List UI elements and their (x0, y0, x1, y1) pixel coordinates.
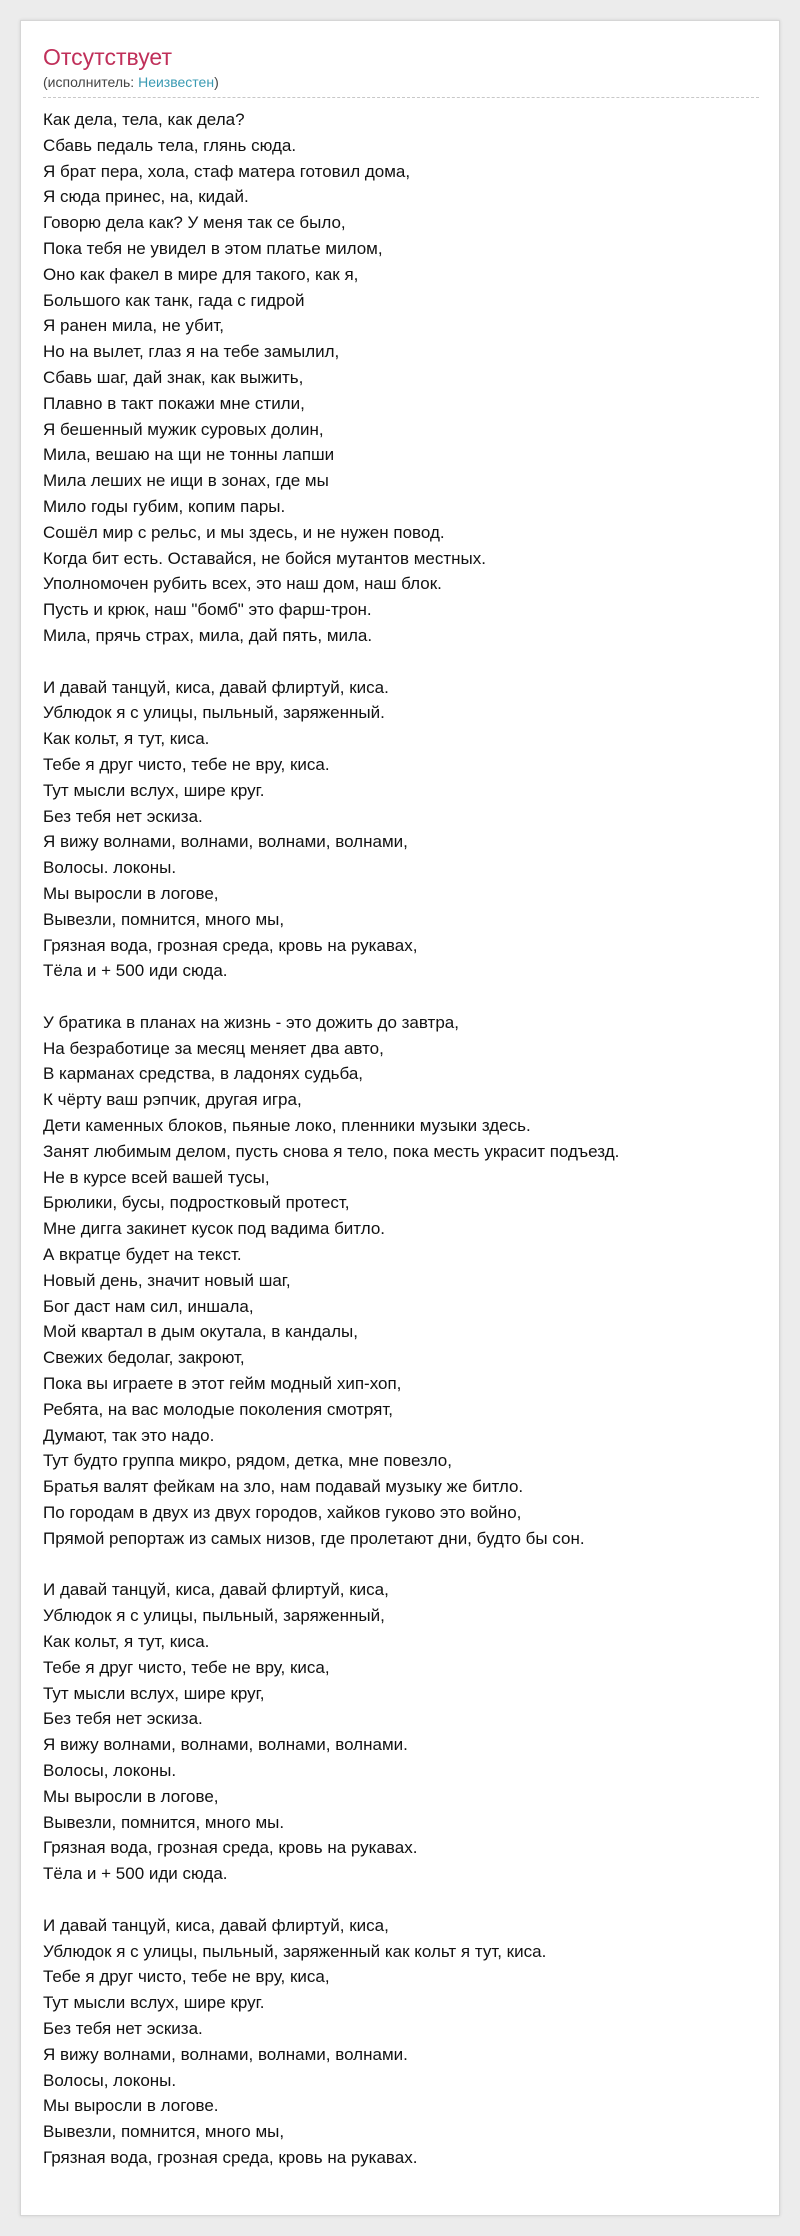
lyrics-stanza (43, 107, 763, 649)
lyrics-line: Свежих бедолаг, закроют, (43, 1348, 245, 1368)
lyrics-line: Мила, вешаю на щи не тонны лапши (43, 445, 335, 465)
lyrics-line: Тут мысли вслух, шире круг. (43, 780, 265, 800)
lyrics-line: По городам в двух из двух городов, хайков гуково это войно, (43, 1503, 522, 1523)
lyrics-line: У братика в планах на жизнь - это дожить до завтра, (43, 1012, 459, 1032)
lyrics-line: Сошёл мир с рельс, и мы здесь, и не нужен повод. (43, 522, 445, 542)
lyrics-line: Я вижу волнами, волнами, волнами, волнами, (43, 832, 408, 852)
lyrics-line: Тут будто группа микро, рядом, детка, мне повезло, (43, 1451, 452, 1471)
lyrics-line: Грязная вода, грозная среда, кровь на рукавах. (43, 1838, 418, 1858)
lyrics-line: Ублюдок я с улицы, пыльный, заряженный. (43, 703, 385, 723)
lyrics-line: Тёла и + 500 иди сюда. (43, 961, 228, 981)
lyrics-line: Тут мысли вслух, шире круг. (43, 1993, 265, 2013)
lyrics-line: Мы выросли в логове, (43, 1786, 219, 1806)
lyrics-line: Ублюдок я с улицы, пыльный, заряженный, (43, 1606, 385, 1626)
lyrics-line: Уполномочен рубить всех, это наш дом, наш блок. (43, 574, 442, 594)
lyrics-line: Как кольт, я тут, киса. (43, 729, 210, 749)
lyrics-line: Но на вылет, глаз я на тебе замылил, (43, 342, 340, 362)
lyrics-line: Пока вы играете в этот гейм модный хип-хоп, (43, 1374, 402, 1394)
lyrics-line: Не в курсе всей вашей тусы, (43, 1167, 270, 1187)
lyrics-line: Вывезли, помнится, много мы. (43, 1812, 285, 1832)
lyrics-card (20, 20, 780, 2216)
lyrics-line: Оно как факел в мире для такого, как я, (43, 264, 359, 284)
lyrics-line: Грязная вода, грозная среда, кровь на рукавах, (43, 935, 418, 955)
lyrics-line: Мы выросли в логове, (43, 883, 219, 903)
lyrics-line: Как дела, тела, как дела? (43, 110, 245, 129)
lyrics-stanza (43, 1577, 763, 1887)
lyrics-line: Без тебя нет эскиза. (43, 806, 203, 826)
lyrics-line: Я сюда принес, на, кидай. (43, 187, 249, 207)
lyrics-line: Тебе я друг чисто, тебе не вру, киса, (43, 1967, 330, 1987)
lyrics-line: Пока тебя не увидел в этом платье милом, (43, 238, 383, 258)
lyrics-line: Мне дигга закинет кусок под вадима битло. (43, 1219, 386, 1239)
lyrics-line: Тебе я друг чисто, тебе не вру, киса, (43, 1657, 330, 1677)
lyrics-line: Вывезли, помнится, много мы, (43, 909, 285, 929)
lyrics-line: Сбавь шаг, дай знак, как выжить, (43, 367, 304, 387)
lyrics-line: Волосы, локоны. (43, 1761, 177, 1780)
lyrics-line: Я вижу волнами, волнами, волнами, волнами. (43, 2044, 408, 2064)
lyrics-line: Мило годы губим, копим пары. (43, 496, 286, 516)
lyrics-line: На безработице за месяц меняет два авто, (43, 1038, 384, 1058)
lyrics-line: Ублюдок я с улицы, пыльный, заряженный как кольт я тут, киса. (43, 1941, 547, 1961)
lyrics-line: Сбавь педаль тела, глянь сюда. (43, 135, 297, 155)
lyrics-line: Мы выросли в логове. (43, 2096, 219, 2116)
lyrics-line: Волосы. локоны. (43, 858, 177, 878)
lyrics-line: Занят любимым делом, пусть снова я тело, пока месть украсит подъезд. (43, 1141, 620, 1161)
lyrics-line: Брюлики, бусы, подростковый протест, (43, 1193, 350, 1213)
lyrics-line: Плавно в такт покажи мне стили, (43, 393, 305, 413)
lyrics-line: Как кольт, я тут, киса. (43, 1632, 210, 1652)
lyrics-line: Большого как танк, гада с гидрой (43, 290, 305, 310)
artist-link[interactable]: Неизвестен (138, 74, 215, 90)
lyrics-line: Волосы, локоны. (43, 2070, 177, 2090)
lyrics-line: Братья валят фейкам на зло, нам подавай музыку же битло. (43, 1477, 524, 1497)
song-title: Отсутствует (43, 44, 172, 70)
lyrics-line: Мила леших не ищи в зонах, где мы (43, 471, 329, 491)
lyrics-line: Дети каменных блоков, пьяные локо, пленники музыки здесь. (43, 1116, 531, 1136)
lyrics-line: А вкратце будет на текст. (43, 1245, 242, 1265)
lyrics-line: Я брат пера, хола, стаф матера готовил дома, (43, 161, 411, 181)
lyrics-line: Я бешенный мужик суровых долин, (43, 419, 324, 439)
lyrics-stanza (43, 1913, 763, 2171)
lyrics-line: Вывезли, помнится, много мы, (43, 2122, 285, 2142)
lyrics-line: Говорю дела как? У меня так се было, (43, 213, 346, 233)
lyrics-line: Я ранен мила, не убит, (43, 316, 224, 336)
song-header (43, 43, 759, 98)
lyrics-line: Тёла и + 500 иди сюда. (43, 1864, 228, 1884)
lyrics-line: И давай танцуй, киса, давай флиртуй, киса, (43, 1580, 389, 1600)
lyrics-line: Думают, так это надо. (43, 1425, 215, 1445)
lyrics-line: Когда бит есть. Оставайся, не бойся мутантов местных. (43, 548, 486, 568)
lyrics-stanza (43, 1010, 763, 1552)
lyrics-line: Ребята, на вас молодые поколения смотрят, (43, 1399, 393, 1419)
lyrics-line: Я вижу волнами, волнами, волнами, волнами. (43, 1735, 408, 1755)
lyrics-line: Тут мысли вслух, шире круг, (43, 1683, 265, 1703)
lyrics-line: Без тебя нет эскиза. (43, 2018, 203, 2038)
lyrics-line: Тебе я друг чисто, тебе не вру, киса. (43, 754, 330, 774)
lyrics-line: Грязная вода, грозная среда, кровь на рукавах. (43, 2147, 418, 2167)
lyrics-line: И давай танцуй, киса, давай флиртуй, киса. (43, 677, 389, 697)
artist-prefix: (исполнитель: (43, 74, 139, 90)
lyrics-line: Прямой репортаж из самых низов, где пролетают дни, будто бы сон. (43, 1528, 585, 1548)
lyrics-line: И давай танцуй, киса, давай флиртуй, киса, (43, 1915, 389, 1935)
artist-line (43, 73, 759, 91)
lyrics-line: Бог даст нам сил, иншала, (43, 1296, 254, 1316)
lyrics-line: Без тебя нет эскиза. (43, 1709, 203, 1729)
lyrics-line: Пусть и крюк, наш "бомб" это фарш-трон. (43, 600, 372, 620)
lyrics-stanza (43, 675, 763, 985)
lyrics-line: К чёрту ваш рэпчик, другая игра, (43, 1090, 302, 1110)
lyrics-line: Новый день, значит новый шаг, (43, 1270, 291, 1290)
artist-suffix: ) (214, 74, 219, 90)
lyrics-line: Мой квартал в дым окутала, в кандалы, (43, 1322, 358, 1342)
lyrics-line: В карманах средства, в ладонях судьба, (43, 1064, 364, 1084)
lyrics-text (43, 107, 763, 2171)
lyrics-line: Мила, прячь страх, мила, дай пять, мила. (43, 625, 373, 645)
